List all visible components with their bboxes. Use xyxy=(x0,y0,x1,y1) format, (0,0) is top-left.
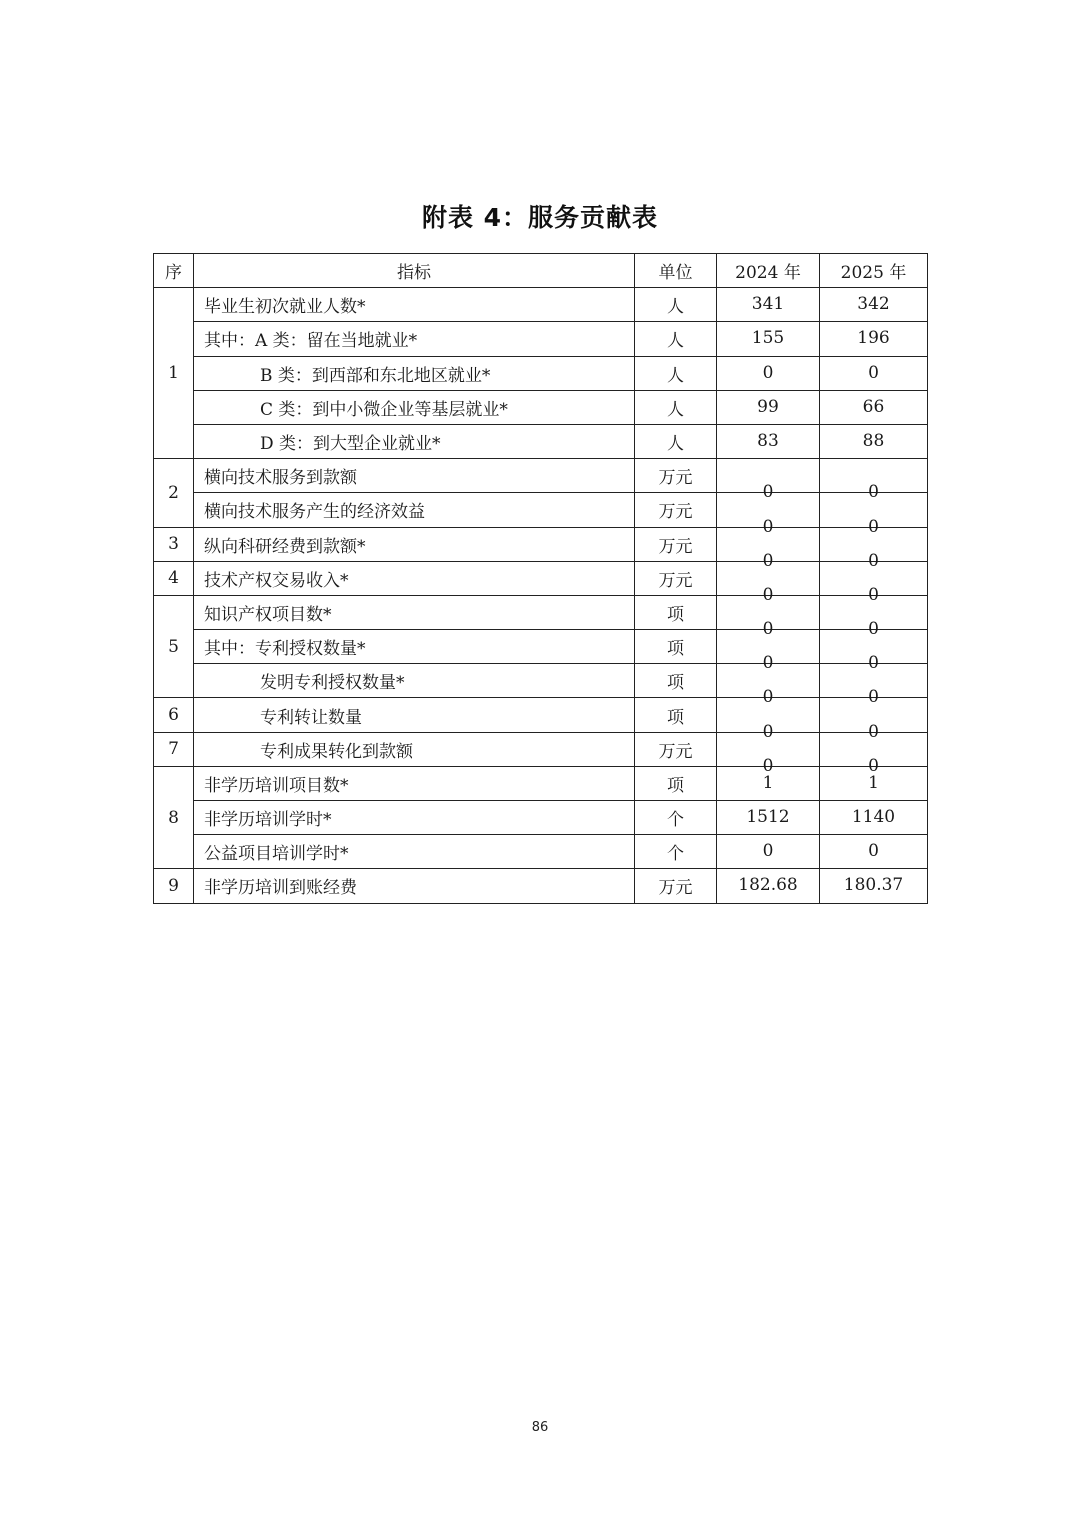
row-value-2024: 0 xyxy=(717,561,820,595)
service-contribution-table xyxy=(153,253,928,904)
table-row xyxy=(154,288,928,322)
row-indicator: B 类：到西部和东北地区就业* xyxy=(194,356,635,390)
row-value-2025: 0 xyxy=(820,356,928,390)
row-indicator: C 类：到中小微企业等基层就业* xyxy=(194,390,635,424)
row-value-2024: 341 xyxy=(717,288,820,322)
row-seq: 6 xyxy=(154,698,194,732)
row-value-2025: 196 xyxy=(820,322,928,356)
row-unit: 项 xyxy=(635,630,717,664)
row-value-2025: 0 xyxy=(820,630,928,664)
row-value-2024: 182.68 xyxy=(717,869,820,903)
row-value-2024: 1512 xyxy=(717,801,820,835)
row-indicator: 知识产权项目数* xyxy=(194,595,635,629)
header-unit: 单位 xyxy=(635,254,717,288)
table-row xyxy=(154,356,928,390)
table-row xyxy=(154,664,928,698)
row-indicator: 非学历培训项目数* xyxy=(194,766,635,800)
row-unit: 万元 xyxy=(635,493,717,527)
row-indicator: 发明专利授权数量* xyxy=(194,664,635,698)
table-row xyxy=(154,766,928,800)
row-value-2024: 99 xyxy=(717,390,820,424)
row-unit: 项 xyxy=(635,766,717,800)
row-value-2025: 0 xyxy=(820,459,928,493)
row-value-2025: 0 xyxy=(820,527,928,561)
row-seq: 4 xyxy=(154,561,194,595)
row-value-2025: 0 xyxy=(820,664,928,698)
table-row xyxy=(154,732,928,766)
table-row xyxy=(154,424,928,458)
row-value-2025: 180.37 xyxy=(820,869,928,903)
row-seq: 3 xyxy=(154,527,194,561)
table-row xyxy=(154,595,928,629)
row-seq: 9 xyxy=(154,869,194,903)
row-unit: 人 xyxy=(635,356,717,390)
row-value-2025: 0 xyxy=(820,561,928,595)
row-value-2024: 0 xyxy=(717,630,820,664)
row-unit: 万元 xyxy=(635,459,717,493)
row-value-2025: 1140 xyxy=(820,801,928,835)
table-row xyxy=(154,698,928,732)
row-value-2025: 0 xyxy=(820,595,928,629)
row-unit: 项 xyxy=(635,595,717,629)
row-value-2024: 155 xyxy=(717,322,820,356)
row-value-2024: 0 xyxy=(717,595,820,629)
row-indicator: 纵向科研经费到款额* xyxy=(194,527,635,561)
row-seq: 8 xyxy=(154,766,194,869)
row-value-2024: 0 xyxy=(717,493,820,527)
row-value-2024: 0 xyxy=(717,459,820,493)
row-value-2025: 0 xyxy=(820,732,928,766)
row-value-2025: 0 xyxy=(820,493,928,527)
header-2025: 2025 年 xyxy=(820,254,928,288)
row-unit: 人 xyxy=(635,424,717,458)
row-indicator: 专利成果转化到款额 xyxy=(194,732,635,766)
row-indicator: 其中：A 类：留在当地就业* xyxy=(194,322,635,356)
row-unit: 人 xyxy=(635,288,717,322)
row-seq: 5 xyxy=(154,595,194,698)
table-title: 附表 4：服务贡献表 xyxy=(421,203,659,232)
row-indicator: 专利转让数量 xyxy=(194,698,635,732)
row-value-2025: 342 xyxy=(820,288,928,322)
row-unit: 万元 xyxy=(635,527,717,561)
row-unit: 个 xyxy=(635,835,717,869)
row-value-2024: 0 xyxy=(717,527,820,561)
row-seq: 7 xyxy=(154,732,194,766)
table-row xyxy=(154,869,928,903)
row-value-2024: 0 xyxy=(717,835,820,869)
row-indicator: 横向技术服务产生的经济效益 xyxy=(194,493,635,527)
row-unit: 项 xyxy=(635,698,717,732)
table-row xyxy=(154,561,928,595)
row-seq: 2 xyxy=(154,459,194,527)
row-indicator: 非学历培训到账经费 xyxy=(194,869,635,903)
row-value-2024: 0 xyxy=(717,698,820,732)
page-number: 86 xyxy=(531,1420,549,1435)
row-value-2025: 0 xyxy=(820,698,928,732)
row-value-2024: 0 xyxy=(717,356,820,390)
row-indicator: D 类：到大型企业就业* xyxy=(194,424,635,458)
row-value-2025: 66 xyxy=(820,390,928,424)
row-indicator: 公益项目培训学时* xyxy=(194,835,635,869)
row-value-2025: 0 xyxy=(820,835,928,869)
header-2024: 2024 年 xyxy=(717,254,820,288)
table-row xyxy=(154,322,928,356)
header-seq: 序 xyxy=(154,254,194,288)
row-value-2025: 1 xyxy=(820,766,928,800)
table-row xyxy=(154,493,928,527)
row-seq: 1 xyxy=(154,288,194,459)
row-unit: 万元 xyxy=(635,732,717,766)
row-value-2025: 88 xyxy=(820,424,928,458)
table-row xyxy=(154,527,928,561)
row-indicator: 其中：专利授权数量* xyxy=(194,630,635,664)
table-row xyxy=(154,835,928,869)
row-unit: 万元 xyxy=(635,869,717,903)
table-row xyxy=(154,390,928,424)
row-value-2024: 0 xyxy=(717,732,820,766)
row-indicator: 横向技术服务到款额 xyxy=(194,459,635,493)
row-indicator: 毕业生初次就业人数* xyxy=(194,288,635,322)
table-row xyxy=(154,801,928,835)
row-value-2024: 1 xyxy=(717,766,820,800)
row-indicator: 技术产权交易收入* xyxy=(194,561,635,595)
row-value-2024: 83 xyxy=(717,424,820,458)
table-header-row xyxy=(154,254,928,288)
table-row xyxy=(154,459,928,493)
row-unit: 万元 xyxy=(635,561,717,595)
row-value-2024: 0 xyxy=(717,664,820,698)
row-unit: 人 xyxy=(635,322,717,356)
header-indicator: 指标 xyxy=(194,254,635,288)
row-unit: 个 xyxy=(635,801,717,835)
row-unit: 项 xyxy=(635,664,717,698)
row-unit: 人 xyxy=(635,390,717,424)
table-row xyxy=(154,630,928,664)
row-indicator: 非学历培训学时* xyxy=(194,801,635,835)
